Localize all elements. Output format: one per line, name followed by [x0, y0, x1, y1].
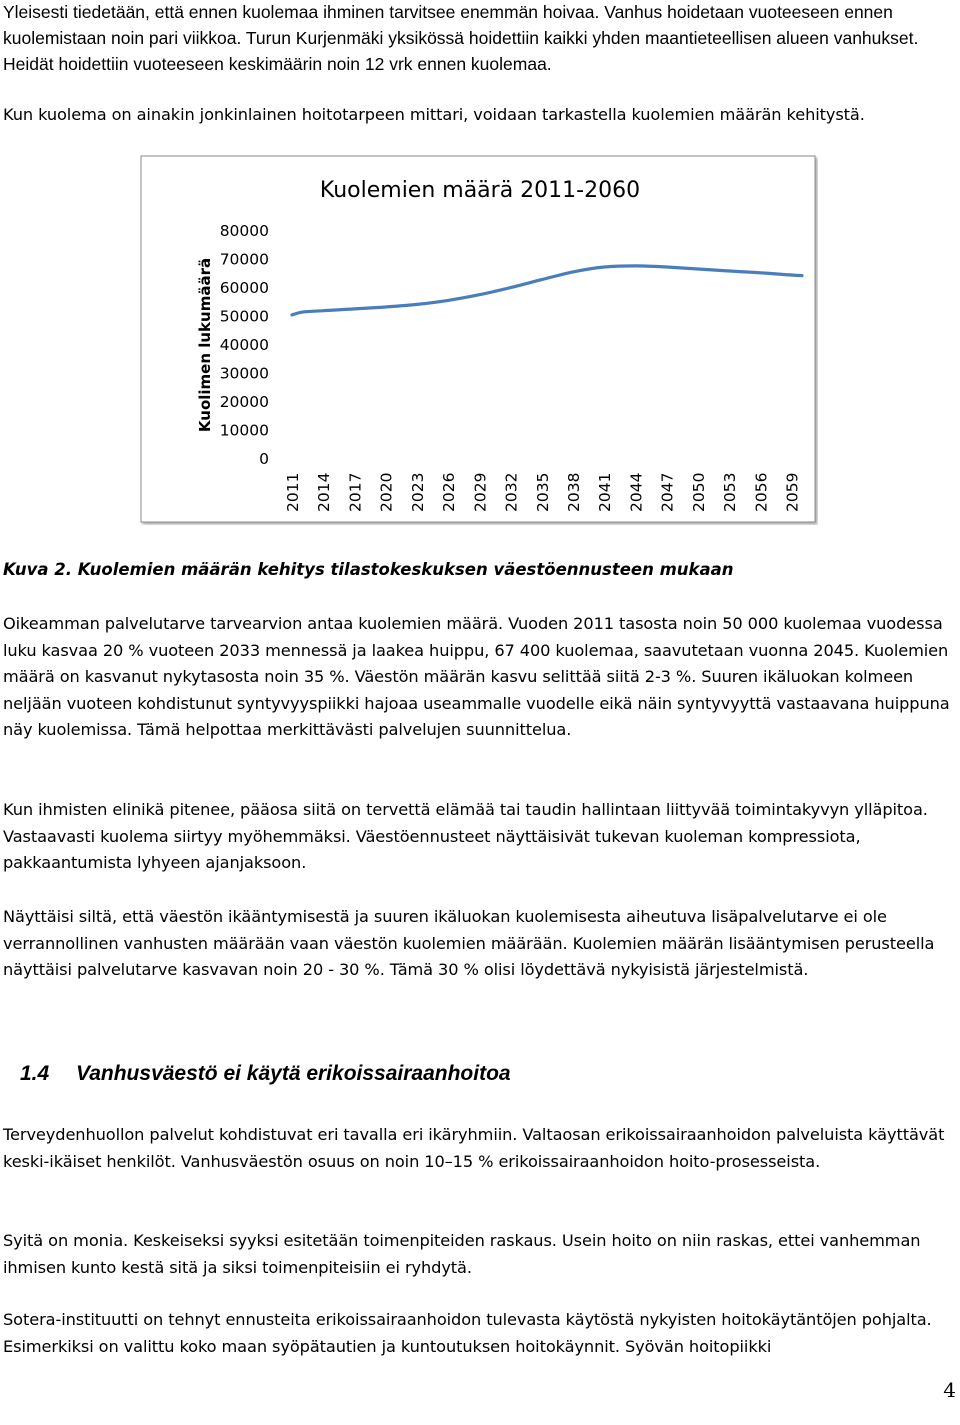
y-axis-label: Kuolimen lukumäärä: [196, 257, 214, 433]
x-tick-label: 2038: [565, 472, 584, 512]
x-tick-label: 2026: [440, 472, 459, 512]
y-tick-label: 0: [259, 450, 269, 468]
body-paragraph-3: Näyttäisi siltä, että väestön ikääntymisestä ja suuren ikäluokan kuolemisesta aiheutuva lisäpalvelutarve ei ole verrannollinen vanhusten määrään vaan väestön kuolemien määrään. Kuolemien määrän lisääntymisen perusteella näyttäisi palvelutarve kasvavan noin 20 - 30 %. Tämä 30 % olisi löydettävä nykyisistä järjestelmistä.: [3, 907, 935, 980]
x-tick-label: 2047: [658, 472, 677, 512]
x-tick-label: 2056: [752, 472, 771, 512]
chart-title: Kuolemien määrä 2011-2060: [319, 178, 641, 203]
x-tick-label: 2017: [346, 472, 365, 512]
body-paragraph-2: Kun ihmisten elinikä pitenee, pääosa siitä on tervettä elämää tai taudin hallintaan liittyvää toimintakyvyn ylläpitoa. Vastaavasti kuolema siirtyy myöhemmäksi. Väestöennusteet näyttäisivät tukevan kuoleman kompressiota, pakkaantumista lyhyeen ajanjaksoon.: [3, 800, 928, 873]
y-tick-label: 30000: [219, 364, 269, 383]
section-paragraph-2: Syitä on monia. Keskeiseksi syyksi esitetään toimenpiteiden raskaus. Usein hoito on niin raskas, ettei vanhemman ihmisen kunto kestä sitä ja siksi toimenpiteisiin ei ryhdytä.: [3, 1231, 921, 1277]
y-tick-label: 20000: [219, 393, 269, 411]
chart-figure: [140, 155, 818, 525]
x-tick-label: 2059: [783, 472, 802, 512]
x-tick-label: 2014: [315, 472, 334, 512]
x-tick-labels: [284, 473, 802, 512]
x-tick-label: 2029: [471, 472, 490, 512]
x-tick-label: 2035: [533, 472, 552, 512]
x-tick-label: 2023: [408, 472, 427, 512]
section-paragraph-3: Sotera-instituutti on tehnyt ennusteita erikoissairaanhoidon tulevasta käytöstä nykyisten hoitokäytäntöjen pohjalta. Esimerkiksi on valittu koko maan syöpätautien ja kuntoutuksen hoitokäynnit. Syövän hoitopiikki: [3, 1310, 932, 1356]
deaths-line-chart: [140, 155, 818, 525]
section-number: 1.4: [20, 1062, 50, 1085]
y-tick-label: 10000: [219, 421, 269, 440]
y-tick-label: 60000: [219, 279, 269, 297]
intro-paragraph-2: Kun kuolema on ainakin jonkinlainen hoitotarpeen mittari, voidaan tarkastella kuolemien määrän kehitystä.: [3, 105, 865, 124]
y-tick-labels: [220, 222, 269, 468]
page-number: 4: [943, 1378, 956, 1402]
section-paragraph-1: Terveydenhuollon palvelut kohdistuvat eri tavalla eri ikäryhmiin. Valtaosan erikoissairaanhoidon palveluista käyttävät keski-ikäiset henkilöt. Vanhusväestön osuus on noin 10–15 % erikoissairaanhoidon hoito-prosesseista.: [3, 1125, 945, 1171]
intro-paragraph-1: Yleisesti tiedetään, että ennen kuolemaa ihminen tarvitsee enemmän hoivaa. Vanhus hoidetaan vuoteeseen ennen kuolemistaan noin pari viikkoa. Turun Kurjenmäki yksikössä hoidettiin kaikki yhden maantieteellisen alueen vanhukset. Heidät hoidettiin vuoteeseen keskimäärin noin 12 vrk ennen kuolemaa.: [3, 2, 919, 74]
y-tick-label: 50000: [219, 307, 269, 326]
x-tick-label: 2020: [377, 472, 396, 512]
x-tick-label: 2011: [284, 472, 302, 512]
section-heading: [20, 1062, 511, 1086]
y-tick-label: 70000: [219, 250, 269, 269]
figure-caption: Kuva 2. Kuolemien määrän kehitys tilastokeskuksen väestöennusteen mukaan: [3, 560, 734, 579]
x-tick-label: 2041: [596, 472, 615, 512]
y-tick-label: 80000: [219, 222, 269, 240]
body-paragraph-1: Oikeamman palvelutarve tarvearvion antaa kuolemien määrä. Vuoden 2011 tasosta noin 50 000 kuolemaa vuodessa luku kasvaa 20 % vuoteen 2033 mennessä ja laakea huippu, 67 400 kuolemaa, saavutetaan vuonna 2045. Kuolemien määrä on kasvanut nykytasosta noin 35 %. Väestön määrän kasvu selittää siitä 2-3 %. Suuren ikäluokan kolmeen neljään vuoteen kohdistunut syntyvyyspiikki hajoaa useammalle vuodelle eikä näin syntyvyyttä vastaavana huippuna näy kuolemissa. Tämä helpottaa merkittävästi palvelujen suunnittelua.: [3, 614, 950, 740]
x-tick-label: 2053: [721, 472, 740, 512]
x-tick-label: 2044: [627, 472, 646, 512]
section-title: Vanhusväestö ei käytä erikoissairaanhoitoa: [76, 1062, 511, 1085]
x-tick-label: 2050: [689, 472, 708, 512]
x-tick-label: 2032: [502, 472, 521, 512]
y-tick-label: 40000: [219, 336, 269, 354]
